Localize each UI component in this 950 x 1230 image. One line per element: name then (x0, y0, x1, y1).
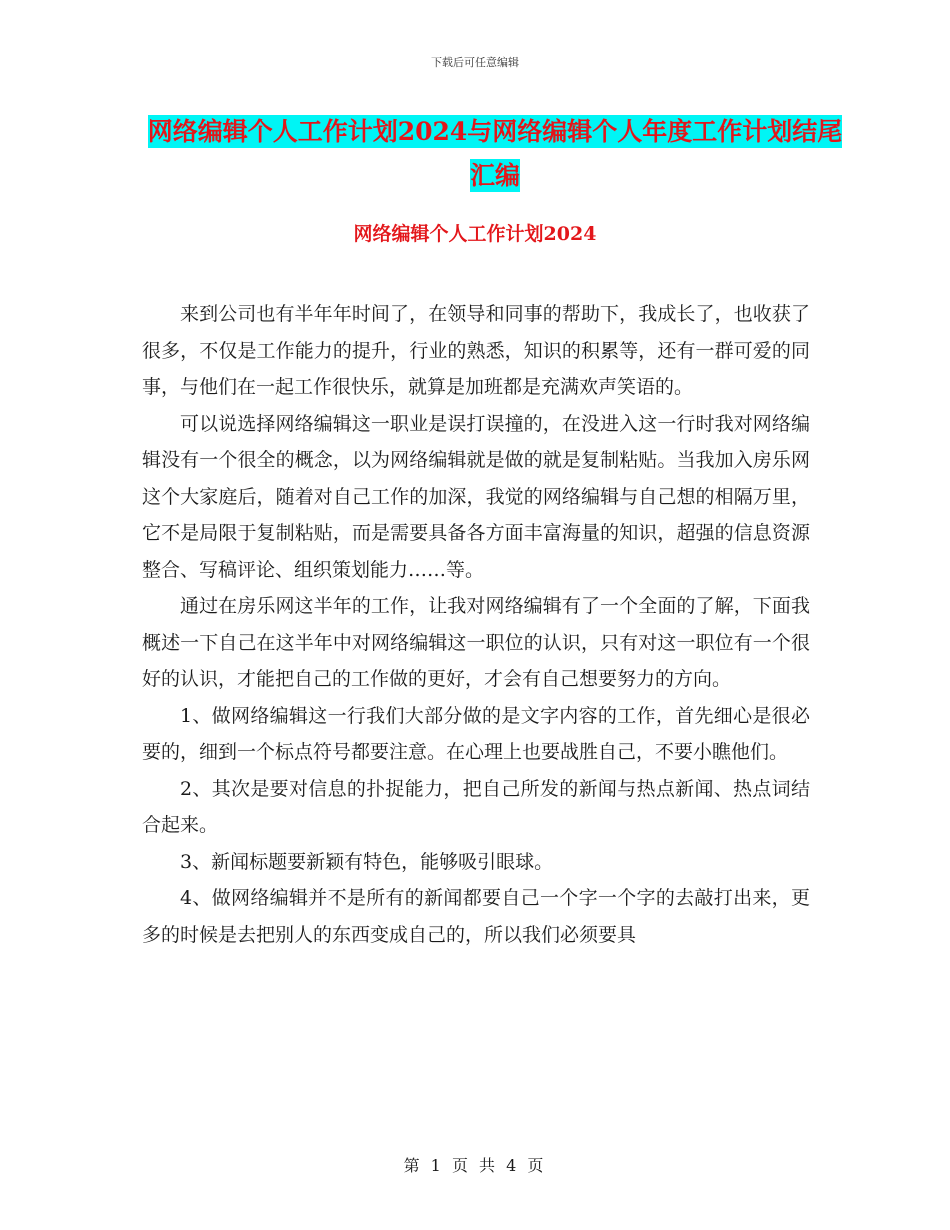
paragraph: 可以说选择网络编辑这一职业是误打误撞的，在没进入这一行时我对网络编辑没有一个很全的概念，以为网络编辑就是做的就是复制粘贴。当我加入房乐网这个大家庭后，随着对自己工作的加深，我觉的网络编辑与自己想的相隔万里，它不是局限于复制粘贴，而是需要具备各方面丰富海量的知识，超强的信息资源整合、写稿评论、组织策划能力……等。 (142, 412, 810, 581)
paragraph: 1、做网络编辑这一行我们大部分做的是文字内容的工作，首先细心是很必要的，细到一个标点符号都要注意。在心理上也要战胜自己，不要小瞧他们。 (142, 704, 810, 763)
section-title: 网络编辑个人工作计划2024 (353, 223, 597, 245)
paragraph: 2、其次是要对信息的扑捉能力，把自己所发的新闻与热点新闻、热点词结合起来。 (142, 777, 810, 836)
paragraph: 4、做网络编辑并不是所有的新闻都要自己一个字一个字的去敲打出来，更多的时候是去把别人的东西变成自己的，所以我们必须要具 (142, 887, 810, 946)
page-footer: 第 1 页 共 4 页 (403, 1156, 547, 1175)
paragraph: 通过在房乐网这半年的工作，让我对网络编辑有了一个全面的了解，下面我概述一下自己在这半年中对网络编辑这一职位的认识，只有对这一职位有一个很好的认识，才能把自己的工作做的更好，才会有自己想要努力的方向。 (142, 595, 810, 690)
document-title-text: 网络编辑个人工作计划2024与网络编辑个人年度工作计划结尾汇编 (147, 117, 843, 190)
document-title (140, 110, 850, 198)
document-body (142, 296, 810, 953)
header-note: 下载后可任意编辑 (431, 56, 519, 69)
paragraph: 3、新闻标题要新颖有特色，能够吸引眼球。 (180, 850, 554, 873)
paragraph: 来到公司也有半年年时间了，在领导和同事的帮助下，我成长了，也收获了很多，不仅是工作能力的提升，行业的熟悉，知识的积累等，还有一群可爱的同事，与他们在一起工作很快乐，就算是加班都是充满欢声笑语的。 (142, 303, 810, 398)
